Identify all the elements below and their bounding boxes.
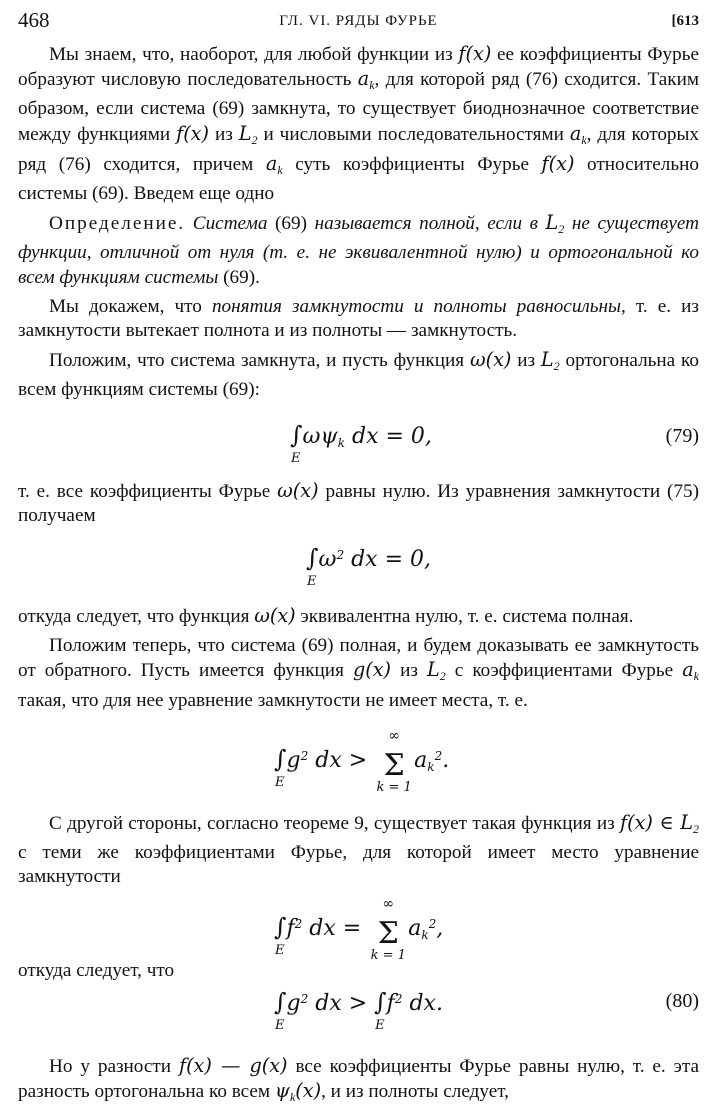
page-header [18, 8, 699, 42]
equation-omega-squared: ∫ E $\omega^2$ dx = 0, [306, 544, 432, 590]
paragraph-7: Положим теперь, что система (69) полная, и будем доказывать ее замкнутость от обратного. Пусть имеется функция g(x) из $L_2$ с коэффициентами Фурье $a_k$ такая, что для нее уравнение замкнутости не имеет места, т. е. [18, 635, 699, 711]
equation-inequality-g: ∫ E $g^2$ dx > ∞ Σ k = 1 $a_k^2$. [274, 727, 450, 795]
paragraph-3: Мы докажем, что понятия замкнутости и полноты равносильны, т. е. из замкнутости вытекает полнота и из полноты — замкнутость. [18, 295, 699, 342]
equation-number-80: (80) [665, 989, 699, 1012]
section-number: [613 [671, 13, 699, 29]
equation-closure-f: ∫ E $f^2$ dx = ∞ Σ k = 1 $a_k^2$, [274, 896, 444, 964]
paragraph-5: т. е. все коэффициенты Фурье ω(x) равны нулю. Из уравнения замкнутости (75) получаем [18, 478, 699, 526]
equation-80: ∫ E $g^2$ dx > ∫ E $f^2$ dx. (80) [274, 987, 699, 1033]
paragraph-1: Мы знаем, что, наоборот, для любой функции из f(x) ее коэффициенты Фурье образуют числовую последовательность $a_k$, для которой ряд (76) сходится. Таким образом, если система (69) замкнута, то существует биоднозначное соответствие между функциями f(x) из $L_2$ и числовыми последовательностями $a_k$, для которых ряд (76) сходится, причем $a_k$ суть коэффициенты Фурье f(x) относительно системы (69). Введем еще одно [18, 42, 700, 205]
paragraph-4: Положим, что система замкнута, и пусть функция ω(x) из $L_2$ ортогональна ко всем функциям системы (69): [18, 348, 699, 401]
book-page [18, 8, 699, 1109]
equation-number-79: (79) [665, 424, 699, 447]
equation-79: ∫ E $\omega\psi_k$ dx = 0, (79) [290, 420, 699, 466]
definition-term: Определение. [49, 213, 186, 235]
paragraph-10: Но у разности f(x) — g(x) все коэффициенты Фурье равны нулю, т. е. эта разность ортогональна ко всем $\psi_k(x)$, и из полноты следует, [18, 1053, 699, 1104]
paragraph-9: откуда следует, что [18, 960, 175, 982]
definition-paragraph: Определение. Система (69) называется полной, если в $L_2$ не существует функции, отличной от нуля (т. е. не эквивалентной нулю) и ортогональной ко всем функциям системы (69). [18, 211, 700, 288]
paragraph-6: откуда следует, что функция ω(x) эквивалентна нулю, т. е. система полная. [18, 604, 634, 628]
paragraph-8: С другой стороны, согласно теореме 9, существует такая функция из f(x) ∈ $L_2$ с теми же коэффициентами Фурье, для которой имеет место уравнение замкнутости [18, 810, 700, 888]
page-number: 468 [18, 8, 50, 32]
running-title: ГЛ. VI. РЯДЫ ФУРЬЕ [279, 13, 438, 29]
